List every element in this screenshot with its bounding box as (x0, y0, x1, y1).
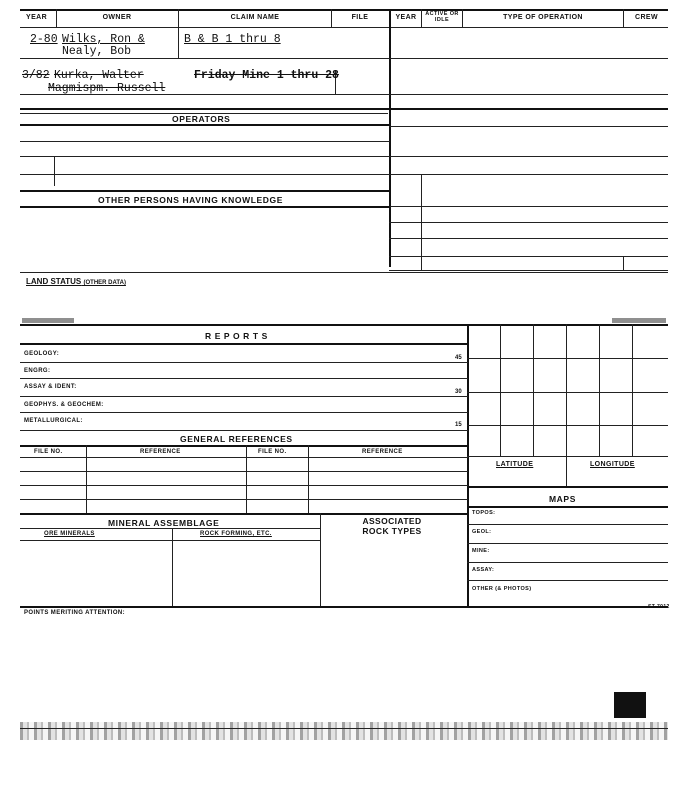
reports-geophys: GEOPHYS. & GEOCHEM: (24, 402, 104, 408)
other-persons-heading: OTHER PERSONS HAVING KNOWLEDGE (98, 195, 284, 205)
longitude-label: LONGITUDE (590, 461, 635, 468)
maps-heading: MAPS (549, 494, 576, 504)
ore-minerals-col: ORE MINERALS (44, 531, 95, 537)
scan-noise-band (20, 722, 668, 740)
col-crew: CREW (635, 14, 658, 21)
maps-assay: ASSAY: (472, 567, 495, 573)
col-owner: OWNER (102, 14, 132, 21)
maps-topos: TOPOS: (472, 510, 496, 516)
entry-1-year: 2-80 (30, 33, 58, 46)
reports-heading: R E P O R T S (205, 331, 268, 341)
col-type-operation: TYPE OF OPERATION (503, 14, 583, 21)
refs-reference-2: REFERENCE (362, 449, 403, 455)
land-status-title: LAND STATUS (26, 277, 82, 286)
mineral-assemblage-heading: MINERAL ASSEMBLAGE (108, 518, 220, 528)
refs-file-no-2: FILE NO. (258, 449, 287, 455)
entry-1-owner: Wilks, Ron & (62, 33, 145, 46)
grid-num-30: 30 (455, 389, 462, 395)
col-claim-name: CLAIM NAME (230, 14, 280, 21)
col-year-2: YEAR (395, 14, 417, 21)
grid-num-15: 15 (455, 422, 462, 428)
land-status-label (26, 277, 126, 286)
operators-heading: OPERATORS (172, 114, 231, 124)
land-status-subtitle: (OTHER DATA) (83, 280, 126, 286)
grid-num-45: 45 (455, 355, 462, 361)
maps-geol: GEOL: (472, 529, 492, 535)
general-references-heading: GENERAL REFERENCES (180, 434, 293, 444)
entry-3-year: 3/82 (22, 69, 50, 82)
col-year: YEAR (26, 14, 48, 21)
entry-3-owner: Kurka, Walter (54, 69, 144, 82)
col-file: FILE (351, 14, 369, 21)
form-code: ST 7012 (648, 604, 670, 610)
latitude-label: LATITUDE (496, 461, 534, 468)
reports-assay: ASSAY & IDENT: (24, 384, 77, 390)
refs-file-no: FILE NO. (34, 449, 63, 455)
entry-4-owner: Magmispm. Russell (48, 82, 166, 95)
col-active-idle: ACTIVE OR IDLE (425, 11, 459, 23)
reports-geology: GEOLOGY: (24, 351, 60, 357)
entry-1-claim: B & B 1 thru 8 (184, 33, 281, 46)
rock-types-heading: ROCK TYPES (362, 526, 422, 536)
entry-2-owner: Nealy, Bob (62, 45, 132, 58)
rock-forming-col: ROCK FORMING, ETC. (200, 531, 272, 537)
entry-3-claim: Friday Mine 1 thru 28 (194, 69, 339, 82)
reports-engrg: ENGRG: (24, 368, 51, 374)
reports-metallurgical: METALLURGICAL: (24, 418, 83, 424)
points-meriting-attention: POINTS MERITING ATTENTION: (24, 610, 126, 616)
maps-mine: MINE: (472, 548, 490, 554)
black-square-mark (614, 692, 646, 718)
associated-heading: ASSOCIATED (362, 516, 422, 526)
refs-reference: REFERENCE (140, 449, 181, 455)
maps-other: OTHER (& PHOTOS) (472, 586, 532, 592)
